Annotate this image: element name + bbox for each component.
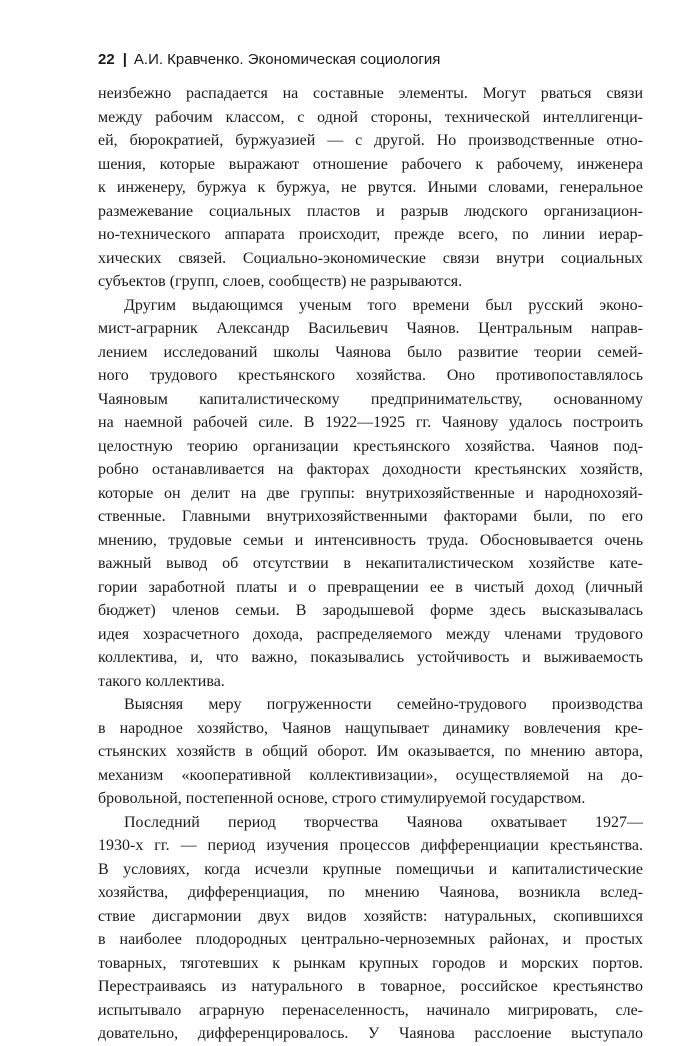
text-line: к инженеру, буржуа к буржуа, не рвутся. Иными словами, генеральное <box>98 179 643 196</box>
text-line: товарных, тяготевших к рынкам крупных городов и морских портов. <box>98 954 643 972</box>
text-line: робно останавливается на факторах доходности крестьянских хозяйств, <box>98 461 643 478</box>
text-line: коллектива, и, что важно, показывались устойчивость и выживаемость <box>98 649 643 666</box>
text-line: Другим выдающимся ученым того времени был русский эконо- <box>124 296 643 314</box>
text-line: стьянских хозяйств в общий оборот. Им оказывается, по мнению автора, <box>98 743 643 760</box>
text-line: мнению, трудовые семьи и интенсивность труда. Обосновывается очень <box>98 531 643 549</box>
text-line: Выясняя меру погруженности семейно-трудового производства <box>124 696 643 713</box>
text-line: мист-аграрник Александр Васильевич Чаянов. Центральным направ- <box>98 320 643 337</box>
text-line: В условиях, когда исчезли крупные помещичьи и капиталистические <box>98 860 643 878</box>
text-line: ей, бюрократией, буржуазией — с другой. Но производственные отно- <box>98 132 643 149</box>
text-line: которые он делит на две группы: внутрихозяйственные и народнохозяй- <box>98 484 643 502</box>
text-line: размежевание социальных пластов и разрыв людского организацион- <box>98 202 643 220</box>
running-title: А.И. Кравченко. Экономическая социология <box>133 51 441 68</box>
text-line: такого коллектива. <box>98 672 225 690</box>
text-line: в наиболее плодородных центрально-черноземных районах, и простых <box>98 931 643 948</box>
text-line: в народное хозяйство, Чаянов нащупывает динамику вовлечения кре- <box>98 719 643 737</box>
text-line: бюджет) членов семьи. В зародышевой форме здесь высказывалась <box>98 602 643 619</box>
text-line: испытывало аграрную перенаселенность, начинало мигрировать, сле- <box>98 1001 643 1019</box>
text-line: бровольной, постепенной основе, строго стимулируемой государством. <box>98 790 586 807</box>
text-line: хозяйства, дифференциация, по мнению Чаянова, возникла вслед- <box>98 884 643 901</box>
header-separator: | <box>122 51 127 68</box>
text-line: Последний период творчества Чаянова охватывает 1927— <box>124 813 643 831</box>
text-line: Чаяновым капиталистическому предпринимательству, основанному <box>98 390 643 408</box>
text-line: на наемной рабочей силе. В 1922—1925 гг. Чаянову удалось построить <box>98 414 643 431</box>
text-line: 1930-х гг. — период изучения процессов дифференциации крестьянства. <box>98 837 643 854</box>
body-text <box>98 82 643 1046</box>
text-line: хических связей. Социально-экономические связи внутри социальных <box>98 249 643 267</box>
text-line: гории заработной платы и о превращении ее в чистый доход (личный <box>98 578 643 596</box>
text-line: ствие дисгармонии двух видов хозяйств: натуральных, скопившихся <box>98 907 643 925</box>
text-line: неизбежно распадается на составные элементы. Могут рваться связи <box>98 85 643 102</box>
page-number: 22 <box>98 51 115 68</box>
text-line: целостную теорию организации крестьянского хозяйства. Чаянов под- <box>98 437 643 455</box>
text-line: довательно, дифференцировалось. У Чаянова расслоение выступало <box>98 1025 643 1042</box>
text-line: идея хозрасчетного дохода, распределяемого между членами трудового <box>98 625 643 643</box>
text-line: важный вывод об отсутствии в некапиталистическом хозяйстве кате- <box>98 555 643 572</box>
text-line: ственные. Главными внутрихозяйственными факторами были, по его <box>98 508 643 525</box>
text-line: механизм «кооперативной коллективизации», осуществляемой на до- <box>98 766 643 784</box>
text-line: шения, которые выражают отношение рабочего к рабочему, инженера <box>98 155 643 173</box>
text-line: субъектов (групп, слоев, сообществ) не разрываются. <box>98 273 463 290</box>
text-line: Перестраиваясь из натурального в товарное, российское крестьянство <box>98 978 643 995</box>
text-line: между рабочим классом, с одной стороны, технической интеллигенци- <box>98 108 643 126</box>
text-line: ного трудового крестьянского хозяйства. Оно противопоставлялось <box>98 367 643 384</box>
running-header <box>98 51 643 68</box>
text-line: лением исследований школы Чаянова было развитие теории семей- <box>98 343 643 361</box>
text-line: но-технического аппарата происходит, прежде всего, по линии иерар- <box>98 226 643 243</box>
